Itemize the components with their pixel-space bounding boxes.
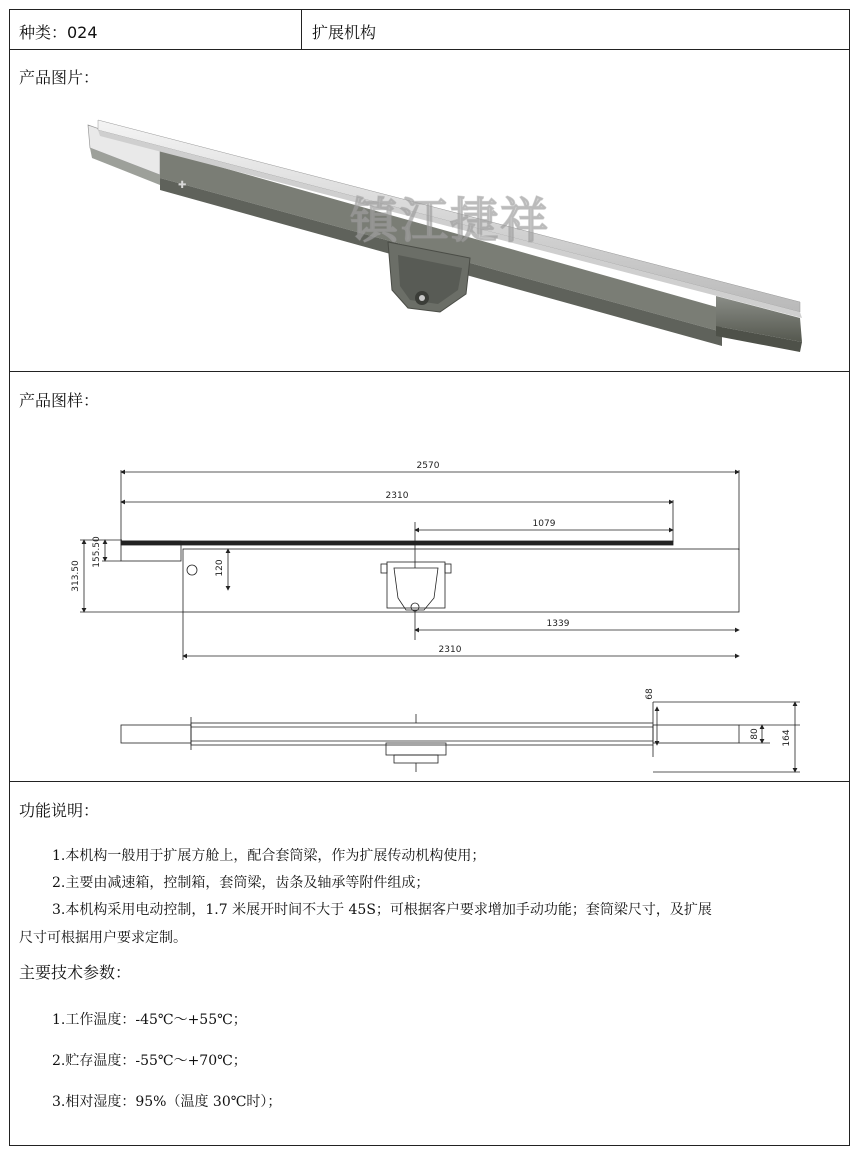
spec-sheet [9,9,850,1146]
product-photo [10,50,849,371]
dim-68: 68 [645,688,655,700]
svg-text:✚: ✚ [178,180,187,191]
dim-313: 313.50 [71,560,81,592]
param-item-3: 3.相对湿度：95%（温度 30℃时）； [52,1094,282,1110]
product-drawing-section [10,372,849,782]
photo-section-title: 产品图片： [19,68,100,87]
param-item-2: 2.贮存温度：-55℃～+70℃； [52,1053,247,1069]
dim-120: 120 [215,559,225,577]
dim-2310-top: 2310 [385,491,409,501]
product-photo-section [10,50,849,372]
param-item-1: 1.工作温度：-45℃～+55℃； [52,1012,247,1028]
category-cell: 种类：024 [10,10,302,49]
product-name-cell: 扩展机构 [312,23,377,42]
function-item-1: 1.本机构一般用于扩展方舱上，配合套筒梁，作为扩展传动机构使用； [52,848,486,864]
header-row [10,10,849,50]
function-title: 功能说明： [19,801,100,820]
dim-155: 155.50 [92,536,102,568]
function-item-3-cont: 尺寸可根据用户要求定制。 [19,930,187,946]
dim-80: 80 [750,728,760,740]
function-section [10,782,849,1147]
dim-1339: 1339 [546,619,570,629]
watermark-text: 镇江捷祥 [350,193,551,249]
params-title: 主要技术参数： [19,963,132,982]
function-item-2: 2.主要由减速箱，控制箱，套筒梁，齿条及轴承等附件组成； [52,875,430,891]
dim-164: 164 [782,729,792,747]
technical-drawing [10,372,849,781]
dim-1079: 1079 [532,519,556,529]
drawing-section-title: 产品图样： [19,391,100,410]
dim-2310-bottom: 2310 [438,645,462,655]
function-item-3: 3.本机构采用电动控制，1.7 米展开时间不大于 45S；可根据客户要求增加手动功能；套筒梁尺寸，及扩展 [52,902,712,918]
dim-2570: 2570 [416,461,440,471]
